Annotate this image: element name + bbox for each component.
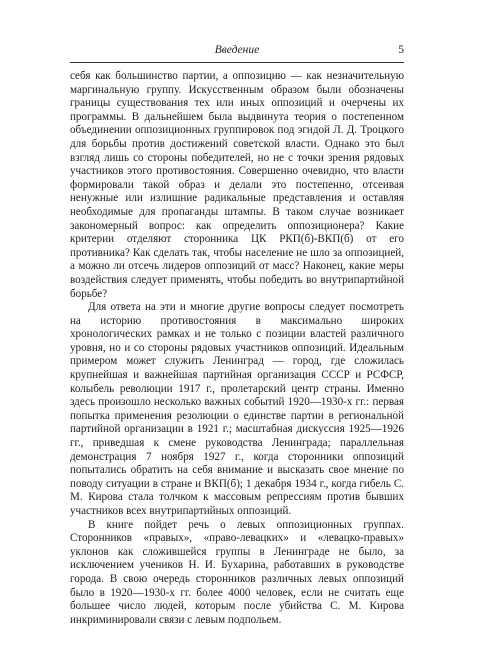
header-rule <box>70 62 404 63</box>
running-head <box>70 44 404 60</box>
paragraph-3: В книге пойдет речь о левых оппозиционных группах. Сторонников «правых», «право-левацких» и «левацко-правых» уклонов как сложившейся группы в Ленинграде не было, за исключением учеников Н. И. Бухарина, работавших в руководстве города. В свою очередь сторонников различных левых оппозиций было в 1920—1930-х гг. более 4000 человек, если не считать еще большее число людей, которым после убийства С. М. Кирова инкриминировали связи с левым подпольем. <box>70 518 404 626</box>
body-text <box>70 70 404 627</box>
page-number: 5 <box>398 44 404 56</box>
chapter-title: Введение <box>214 44 260 56</box>
paragraph-2: Для ответа на эти и многие другие вопросы следует посмотреть на историю противостояния в максимально широких хронологических рамках и не только с позиции властей различного уровня, но и со стороны рядовых участников оппозиций. Идеальным примером может служить Ленинград — город, где сложилась крупнейшая и важнейшая партийная организация СССР и РСФСР, колыбель революции 1917 г., пролетарский центр страны. Именно здесь произошло несколько важных событий 1920—1930-х гг.: первая попытка применения резолюции о единстве партии в региональной партийной организации в 1921 г.; масштабная дискуссия 1925—1926 гг., приведшая к смене руководства Ленинграда; параллельная демонстрация 7 ноября 1927 г., когда сторонники оппозиций попытались обратить на себя внимание и высказать свое мнение по поводу ситуации в стране и ВКП(б); 1 декабря 1934 г., когда гибель С. М. Кирова стала толчком к массовым репрессиям против бывших участников всех внутрипартийных оппозиций. <box>70 301 404 517</box>
paragraph-1: себя как большинство партии, а оппозицию — как незначительную маргинальную группу. Искусственным образом были обозначены границы существования тех или иных оппозиций и очерчены их программы. В дальнейшем была выдвинута теория о постепенном объединении оппозиционных группировок под эгидой Л. Д. Троцкого для борьбы против достижений советской власти. Однако это был взгляд лишь со стороны победителей, но не с точки зрения рядовых участников этого противостояния. Совершенно очевидно, что власти формировали такой образ и делали это постепенно, отсеивая ненужные или излишние радикальные представления и оставляя необходимые для пропаганды штампы. В таком случае возникает закономерный вопрос: как определить оппозиционера? Какие критерии отделяют сторонника ЦК РКП(б)-ВКП(б) от его противника? Как сделать так, чтобы население не шло за оппозицией, а можно ли отсечь лидеров оппозиций от масс? Наконец, какие меры воздействия следует применять, чтобы победить во внутрипартийной борьбе? <box>70 70 404 300</box>
